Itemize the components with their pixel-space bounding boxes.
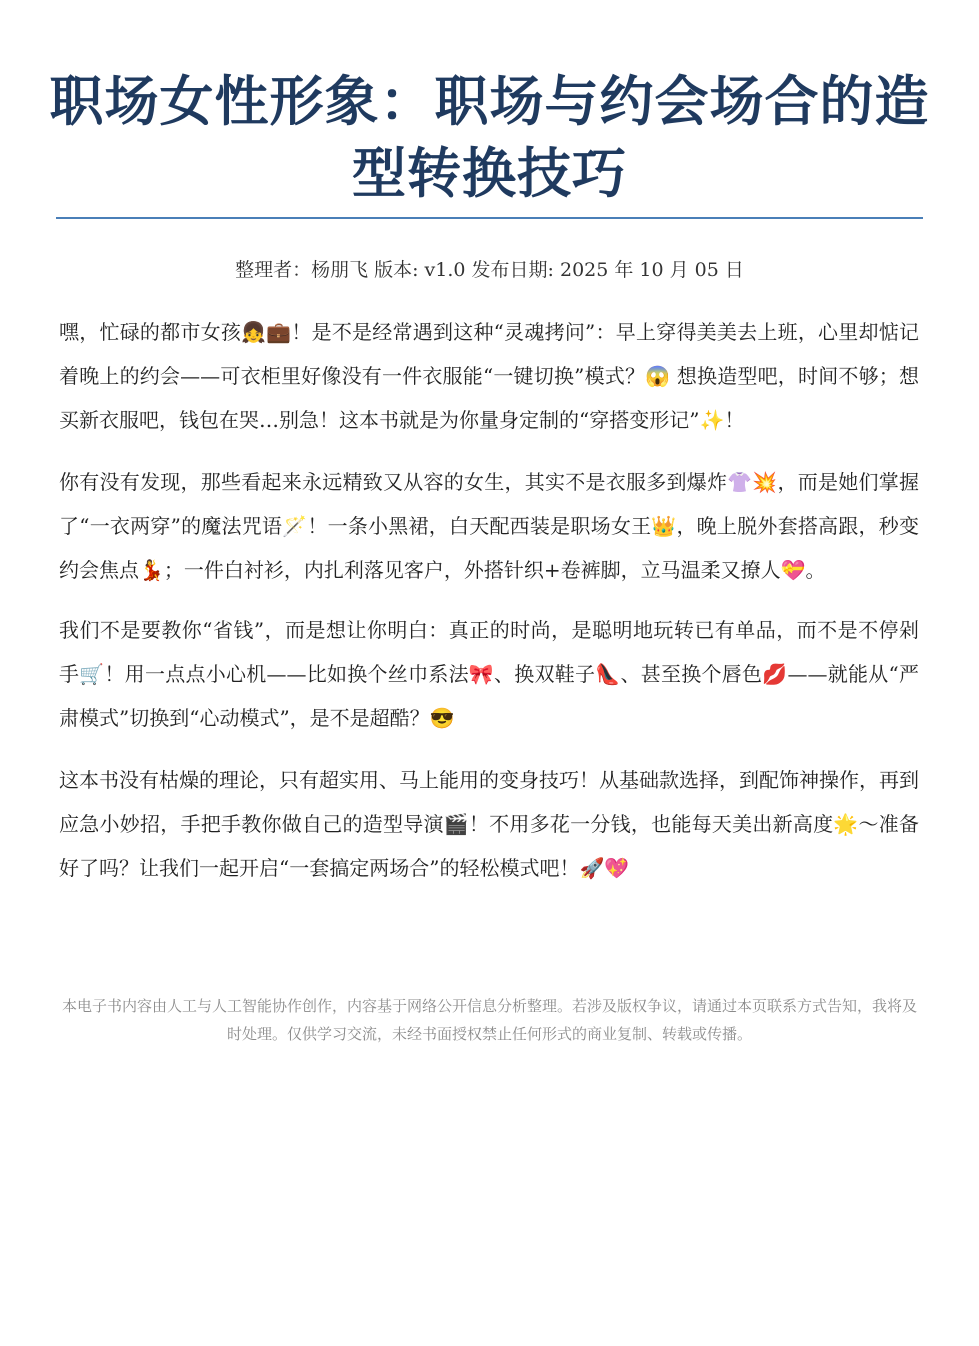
paragraph: 你有没有发现，那些看起来永远精致又从容的女生，其实不是衣服多到爆炸👚💥，而是她们掌握了“一衣两穿”的魔法咒语🪄！一条小黑裙，白天配西装是职场女王👑，晚上脱外套搭高跟，秒变约会焦点💃；一件白衬衫，内扎利落见客户，外搭针织+卷裤脚，立马温柔又撩人💝。 xyxy=(59,470,919,582)
paragraph: 我们不是要教你“省钱”，而是想让你明白：真正的时尚，是聪明地玩转已有单品，而不是不停剁手🛒！用一点点小心机——比如换个丝巾系法🎀、换双鞋子👠、甚至换个唇色💋——就能从“严肃模式”切换到“心动模式”，是不是超酷？😎 xyxy=(59,618,919,730)
document-meta: 整理者：杨朋飞 版本: v1.0 发布日期: 2025 年 10 月 05 日 xyxy=(235,259,744,281)
paragraph: 嘿，忙碌的都市女孩👧💼！是不是经常遇到这种“灵魂拷问”：早上穿得美美去上班，心里却惦记着晚上的约会——可衣柜里好像没有一件衣服能“一键切换”模式？😱 想换造型吧，时间不够；想买新衣服吧，钱包在哭…别急！这本书就是为你量身定制的“穿搭变形记”✨！ xyxy=(59,320,919,432)
title-divider xyxy=(56,217,923,219)
copyright-notice: 本电子书内容由人工与人工智能协作创作，内容基于网络公开信息分析整理。若涉及版权争议，请通过本页联系方式告知，我将及时处理。仅供学习交流，未经书面授权禁止任何形式的商业复制、转载或传播。 xyxy=(61,997,917,1043)
paragraph: 这本书没有枯燥的理论，只有超实用、马上能用的变身技巧！从基础款选择，到配饰神操作，再到应急小妙招，手把手教你做自己的造型导演🎬！不用多花一分钱，也能每天美出新高度🌟～准备好了吗？让我们一起开启“一套搞定两场合”的轻松模式吧！🚀💖 xyxy=(59,768,919,880)
document-body xyxy=(59,310,919,900)
page-title: 职场女性形象：职场与约会场合的造型转换技巧 xyxy=(49,70,930,205)
